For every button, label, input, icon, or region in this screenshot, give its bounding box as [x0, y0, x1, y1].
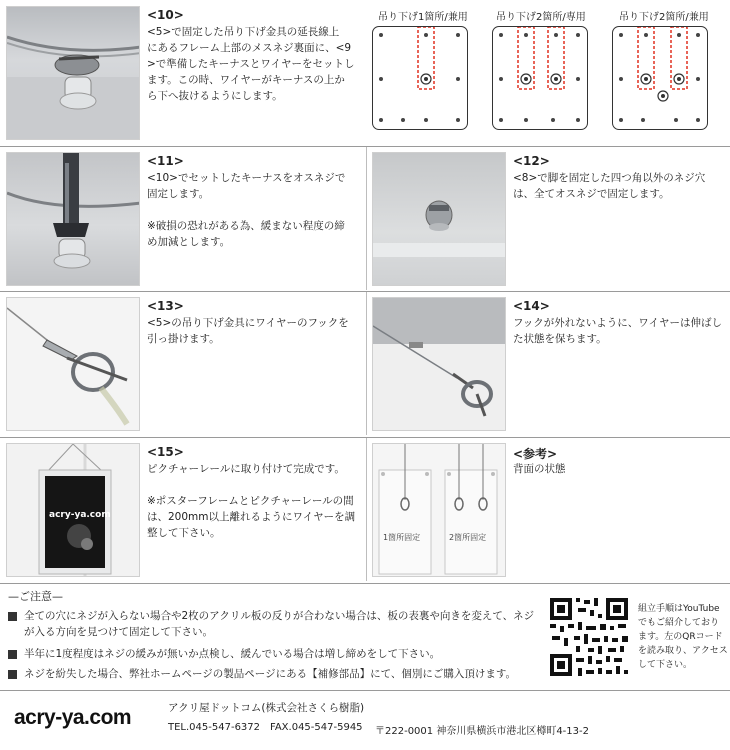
step11-title: <11>	[147, 154, 184, 168]
footer-logo: acry-ya.com	[14, 706, 132, 729]
step10-photo	[6, 6, 140, 140]
note-item-1-text: 全ての穴にネジが入らない場合や2枚のアクリル板の反りが合わない場合は、板の表裏や向きを変えて、ネジが入る方向を見つけて固定して下さい。	[24, 610, 535, 638]
diagram1-frame	[372, 26, 468, 130]
bullet-icon	[8, 612, 17, 621]
note-item-3-text: ネジを紛失した場合、弊社ホームページの製品ページにある【補修部品】にて、個別にご購入頂けます。	[24, 668, 517, 680]
footer-address: 〒222-0001 神奈川県横浜市港北区樽町4-13-2	[375, 726, 589, 737]
divider-row4	[0, 583, 730, 584]
step12-illustration	[373, 153, 506, 286]
reference-label-right: 2箇所固定	[449, 533, 487, 542]
bullet-icon	[8, 670, 17, 679]
footer-fax: FAX.045-547-5945	[270, 722, 363, 733]
diagram3-frame	[612, 26, 708, 130]
reference-photo	[372, 443, 506, 577]
step14-title: <14>	[513, 299, 550, 313]
reference-label-left: 1箇所固定	[383, 533, 421, 542]
footer-company: アクリ屋ドットコム(株式会社さくら樹脂)	[168, 702, 365, 714]
reference-text: 背面の状態	[513, 463, 566, 475]
qr-code-icon	[548, 596, 630, 678]
diagram1-holes	[373, 27, 466, 128]
poster-logo: acry-ya.com	[49, 510, 111, 520]
divider-row1	[0, 146, 730, 147]
diagram3-caption: 吊り下げ2箇所/兼用	[619, 12, 709, 23]
divider-col-row4	[366, 438, 367, 581]
note-item-2-text: 半年に1度程度はネジの緩みが無いか点検し、緩んでいる場合は増し締めをして下さい。	[24, 648, 441, 660]
step13-photo	[6, 297, 140, 431]
step14-photo	[372, 297, 506, 431]
step15-photo	[6, 443, 140, 577]
reference-title: <参考>	[513, 447, 558, 461]
bullet-icon	[8, 650, 17, 659]
divider-col-row3	[366, 292, 367, 435]
note-item-2	[8, 646, 544, 662]
footer-tel: TEL.045-547-6372	[168, 722, 261, 733]
step10-text: <5>で固定した吊り下げ金具の延長線上 にあるフレーム上部のメスネジ裏面に、<9 >で準備したキーナスとワイヤーをセットし ます。この時、ワイヤーがキーナスの上か ら下へ抜けるようにします。	[147, 26, 355, 102]
step15-title: <15>	[147, 445, 184, 459]
notes-heading: —ご注意—	[8, 590, 63, 603]
step12-title: <12>	[513, 154, 550, 168]
divider-row3	[0, 437, 730, 438]
diagram2-caption: 吊り下げ2箇所/専用	[496, 12, 586, 23]
diagram2-holes	[493, 27, 586, 128]
step11-photo	[6, 152, 140, 286]
qr-code[interactable]	[548, 596, 630, 678]
divider-col-row2	[366, 147, 367, 290]
divider-row2	[0, 291, 730, 292]
diagram2-frame	[492, 26, 588, 130]
step11-illustration	[7, 153, 140, 286]
qr-instruction: 組立手順はYouTube でもご紹介しており ます。左のQRコード を読み取り、アクセス して下さい。	[638, 604, 728, 670]
step14-text: フックが外れないように、ワイヤーは伸ばし た状態を保ちます。	[513, 317, 722, 345]
step10-illustration	[7, 7, 140, 140]
diagram3-holes	[613, 27, 706, 128]
step11-text: <10>でセットしたキーナスをオスネジで 固定します。 ※破損の恐れがある為、緩まない程度の締 め加減とします。	[147, 172, 346, 248]
step12-text: <8>で脚を固定した四つ角以外のネジ穴 は、全てオスネジで固定します。	[513, 172, 706, 200]
step10-title: <10>	[147, 8, 184, 22]
diagram1-caption: 吊り下げ1箇所/兼用	[378, 12, 468, 23]
note-item-3	[8, 666, 544, 682]
reference-illustration	[373, 444, 506, 577]
step13-illustration	[7, 298, 140, 431]
step14-illustration	[373, 298, 506, 431]
divider-footer	[0, 690, 730, 691]
step13-title: <13>	[147, 299, 184, 313]
step12-photo	[372, 152, 506, 286]
step15-text: ピクチャーレールに取り付けて完成です。 ※ポスターフレームとピクチャーレールの間 は、200mm以上離れるようにワイヤーを調 整して下さい。	[147, 463, 356, 539]
step13-text: <5>の吊り下げ金具にワイヤーのフックを 引っ掛けます。	[147, 317, 349, 345]
note-item-1	[8, 608, 544, 640]
